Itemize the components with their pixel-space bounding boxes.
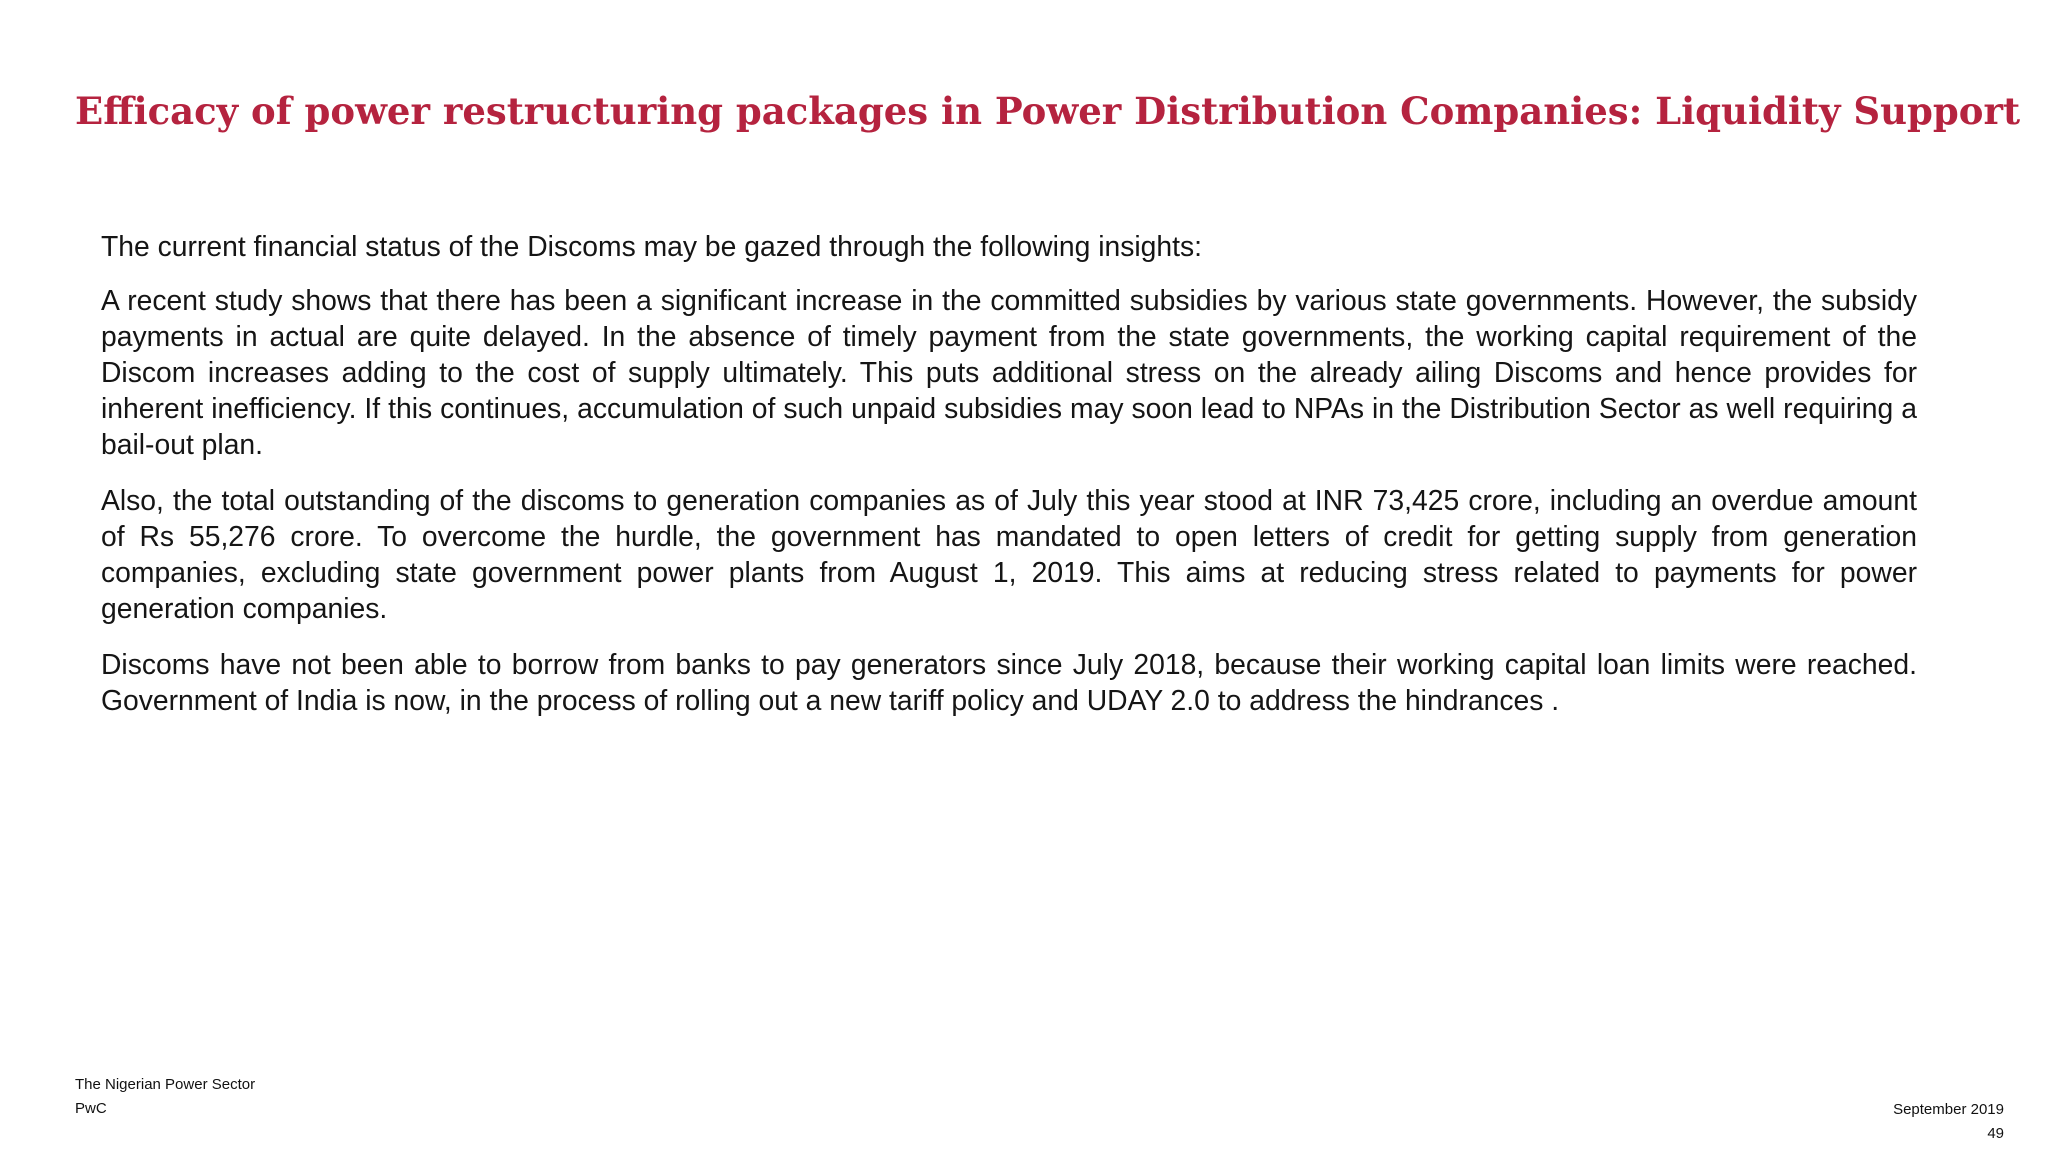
footer-left xyxy=(75,1073,255,1121)
slide-title: Efficacy of power restructuring packages in Power Distribution Companies: Liquidity Support xyxy=(75,89,2021,133)
footer-company: PwC xyxy=(75,1100,107,1117)
page-number: 49 xyxy=(1987,1125,2004,1142)
footer-report-name: The Nigerian Power Sector xyxy=(75,1076,256,1093)
footer-right xyxy=(1893,1098,2004,1146)
borrowing-paragraph: Discoms have not been able to borrow from banks to pay generators since July 2018, because their working capital loan limits were reached. Government of India is now, in the process of rolling out a new tariff policy and UDAY 2.0 to address the hindrances . xyxy=(101,648,1917,716)
slide-body xyxy=(101,228,1917,738)
intro-paragraph: The current financial status of the Discoms may be gazed through the following insights: xyxy=(101,230,1203,262)
subsidy-paragraph: A recent study shows that there has been a significant increase in the committed subsidies by various state governments. However, the subsidy payments in actual are quite delayed. In the absence of timely payment from the state governments, the working capital requirement of the Discom increases adding to the cost of supply ultimately. This puts additional stress on the already ailing Discoms and hence provides for inherent inefficiency. If this continues, accumulation of such unpaid subsidies may soon lead to NPAs in the Distribution Sector as well requiring a bail-out plan. xyxy=(101,284,1917,460)
footer-date: September 2019 xyxy=(1893,1101,2004,1118)
outstanding-paragraph: Also, the total outstanding of the discoms to generation companies as of July this year stood at INR 73,425 crore, including an overdue amount of Rs 55,276 crore. To overcome the hurdle, the government has mandated to open letters of credit for getting supply from generation companies, excluding state government power plants from August 1, 2019. This aims at reducing stress related to payments for power generation companies. xyxy=(101,484,1917,624)
